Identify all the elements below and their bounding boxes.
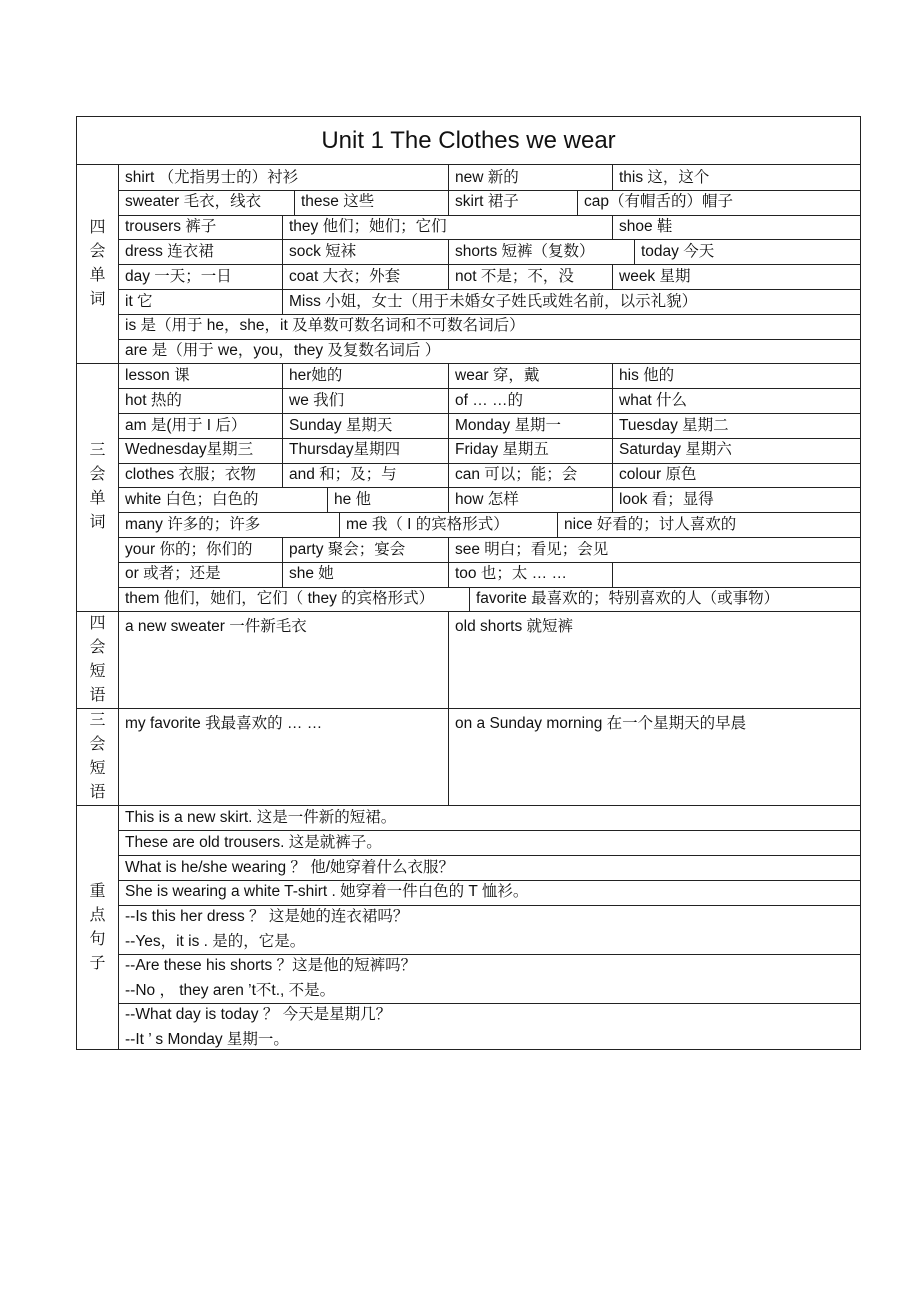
rule-horizontal [77,708,860,709]
rule-vertical [282,239,283,264]
word-cell: favorite 最喜欢的；特别喜欢的人（或事物） [476,590,780,608]
word-cell: see 明白；看见；会见 [455,540,609,558]
rule-vertical [448,264,449,289]
phrase-cell: my favorite 我最喜欢的 … … [125,715,323,733]
word-cell: can 可以；能；会 [455,466,578,484]
sentence-line: --Is this her dress ？ 这是她的连衣裙吗？ [125,908,409,926]
rule-horizontal [118,388,860,389]
word-cell: Sunday 星期天 [289,416,393,434]
phrase-cell: a new sweater 一件新毛衣 [125,618,307,636]
word-cell: Saturday 星期六 [619,441,732,459]
rule-horizontal [77,611,860,612]
word-cell: clothes 衣服；衣物 [125,466,256,484]
rule-horizontal [118,314,860,315]
rule-vertical [448,463,449,488]
sentence-line: This is a new skirt. 这是一件新的短裙。 [125,808,397,826]
rule-horizontal [118,264,860,265]
rule-vertical [448,165,449,190]
rule-vertical [327,487,328,512]
word-cell: she 她 [289,565,334,583]
rule-horizontal [118,289,860,290]
section-label-three-phrases: 三 会 短 语 [89,711,106,801]
word-cell: not 不是；不，没 [455,267,574,285]
word-cell: hot 热的 [125,391,182,409]
vocabulary-table [76,116,861,1050]
rule-vertical [469,587,470,612]
sentence-line: --Yes，it is . 是的，它是。 [125,932,306,950]
word-cell: shirt （尤指男士的）衬衫 [125,168,299,186]
word-cell: of … …的 [455,391,524,409]
rule-vertical [577,190,578,215]
rule-vertical [448,363,449,388]
word-cell: them 他们，她们，它们（ they 的宾格形式） [125,590,435,608]
word-cell: your 你的；你们的 [125,540,253,558]
word-cell: these 这些 [301,193,375,211]
page-title: Unit 1 The Clothes we wear [77,117,860,165]
word-cell: this 这，这个 [619,168,710,186]
sentence-line: These are old trousers. 这是就裤子。 [125,833,382,851]
word-cell: me 我（ I 的宾格形式） [346,515,509,533]
rule-vertical [612,165,613,190]
rule-vertical [282,388,283,413]
word-cell: Wednesday星期三 [125,441,254,459]
rule-horizontal [118,562,860,563]
rule-horizontal [118,1003,860,1004]
word-cell: coat 大衣；外套 [289,267,401,285]
rule-horizontal [118,463,860,464]
rule-vertical [448,537,449,562]
rule-horizontal [77,805,860,806]
word-cell: shorts 短裤（复数） [455,242,595,260]
rule-vertical [612,438,613,463]
rule-vertical [612,413,613,438]
word-cell: or 或者；还是 [125,565,221,583]
rule-vertical [448,413,449,438]
word-cell: day 一天；一日 [125,267,232,285]
word-cell: nice 好看的；讨人喜欢的 [564,515,737,533]
word-cell: is 是（用于 he，she，it 及单数可数名词和不可数名词后） [125,317,525,335]
rule-vertical [282,463,283,488]
rule-vertical [448,562,449,587]
word-cell: how 怎样 [455,490,519,508]
word-cell: many 许多的；许多 [125,515,261,533]
word-cell: we 我们 [289,391,345,409]
rule-vertical [448,190,449,215]
rule-vertical [448,708,449,805]
word-cell: party 聚会；宴会 [289,540,406,558]
word-cell: look 看；显得 [619,490,714,508]
rule-vertical [612,388,613,413]
word-cell: Tuesday 星期二 [619,416,729,434]
phrase-cell: on a Sunday morning 在一个星期天的早晨 [455,715,747,733]
rule-horizontal [118,438,860,439]
rule-horizontal [118,190,860,191]
word-cell: cap（有帽舌的）帽子 [584,193,733,211]
section-label-three-words: 三 会 单 词 [89,442,106,532]
rule-vertical [282,438,283,463]
word-cell: sock 短袜 [289,242,357,260]
rule-vertical [557,512,558,537]
rule-vertical [282,363,283,388]
rule-vertical [282,562,283,587]
word-cell: am 是(用于 I 后） [125,416,247,434]
rule-vertical [448,239,449,264]
word-cell: skirt 裙子 [455,193,519,211]
word-cell: her她的 [289,366,343,384]
word-cell: are 是（用于 we，you，they 及复数名词后 ） [125,342,441,360]
sentence-line: --Are these his shorts ？这是他的短裤吗？ [125,957,417,975]
rule-vertical [448,438,449,463]
rule-horizontal [118,830,860,831]
sentence-line: --It ’ s Monday 星期一。 [125,1030,289,1048]
rule-vertical [448,611,449,708]
word-cell: dress 连衣裙 [125,242,214,260]
rule-vertical [282,413,283,438]
sentence-line: --No ， they aren ’t不t., 不是。 [125,981,336,999]
word-cell: he 他 [334,490,372,508]
word-cell: wear 穿，戴 [455,366,540,384]
word-cell: it 它 [125,292,153,310]
rule-vertical [612,487,613,512]
sentence-line: What is he/she wearing ？ 他/她穿着什么衣服？ [125,858,455,876]
rule-vertical [294,190,295,215]
word-cell: colour 原色 [619,466,697,484]
rule-vertical [612,215,613,240]
phrase-cell: old shorts 就短裤 [455,618,574,636]
word-cell: they 他们；她们；它们 [289,218,447,236]
word-cell: white 白色；白色的 [125,490,259,508]
rule-horizontal [118,413,860,414]
rule-vertical [282,289,283,314]
word-cell: Thursday星期四 [289,441,401,459]
rule-horizontal [118,215,860,216]
rule-vertical [448,388,449,413]
word-cell: shoe 鞋 [619,218,673,236]
rule-horizontal [118,905,860,906]
rule-horizontal [118,239,860,240]
word-cell: too 也；太 … … [455,565,567,583]
section-label-sentences: 重 点 句 子 [89,883,106,973]
rule-horizontal [118,339,860,340]
rule-vertical [612,463,613,488]
word-cell: his 他的 [619,366,675,384]
rule-vertical [634,239,635,264]
rule-horizontal [118,512,860,513]
rule-horizontal [118,880,860,881]
sentence-line: --What day is today ？ 今天是星期几？ [125,1006,392,1024]
word-cell: sweater 毛衣，线衣 [125,193,262,211]
rule-vertical [282,215,283,240]
rule-vertical [339,512,340,537]
word-cell: Monday 星期一 [455,416,561,434]
rule-vertical [612,264,613,289]
rule-vertical [448,487,449,512]
word-cell: new 新的 [455,168,519,186]
rule-vertical [612,562,613,587]
rule-vertical [282,264,283,289]
word-cell: lesson 课 [125,366,190,384]
rule-horizontal [118,587,860,588]
word-cell: trousers 裤子 [125,218,217,236]
rule-horizontal [118,855,860,856]
word-cell: Miss 小姐，女士（用于未婚女子姓氏或姓名前，以示礼貌） [289,292,698,310]
rule-horizontal [118,487,860,488]
sentence-line: She is wearing a white T-shirt . 她穿着一件白色的 T 恤衫。 [125,883,529,901]
rule-horizontal [118,954,860,955]
word-cell: week 星期 [619,267,691,285]
word-cell: today 今天 [641,242,715,260]
section-label-four-phrases: 四 会 短 语 [89,614,106,704]
rule-vertical [118,165,119,1049]
rule-horizontal [118,537,860,538]
section-label-four-words: 四 会 单 词 [89,219,106,309]
word-cell: and 和；及；与 [289,466,397,484]
rule-vertical [282,537,283,562]
rule-horizontal [77,363,860,364]
rule-vertical [612,363,613,388]
word-cell: what 什么 [619,391,688,409]
word-cell: Friday 星期五 [455,441,549,459]
